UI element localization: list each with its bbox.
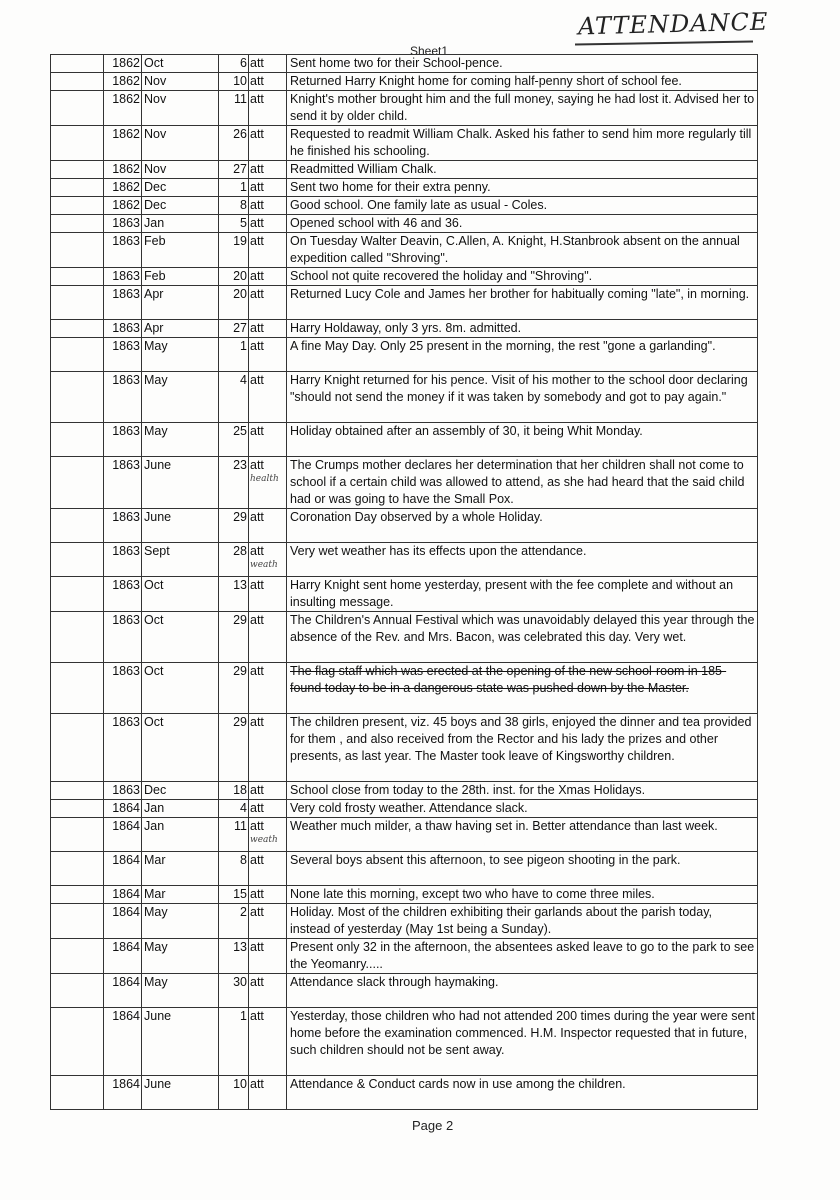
month-cell: June — [142, 457, 219, 509]
entry-text: School close from today to the 28th. inst. for the Xmas Holidays. — [287, 782, 758, 800]
category-label: att — [250, 613, 264, 627]
category-label: att — [250, 819, 264, 833]
blank-cell — [51, 126, 104, 161]
log-row — [51, 73, 758, 91]
category-cell — [249, 818, 287, 852]
day-cell: 8 — [219, 197, 249, 215]
blank-cell — [51, 55, 104, 73]
entry-text: Attendance & Conduct cards now in use among the children. — [287, 1076, 758, 1110]
day-cell: 29 — [219, 714, 249, 782]
blank-cell — [51, 423, 104, 457]
year-cell: 1863 — [104, 612, 142, 663]
entry-text: None late this morning, except two who have to come three miles. — [287, 886, 758, 904]
category-label: att — [250, 801, 264, 815]
log-row — [51, 161, 758, 179]
month-cell: Feb — [142, 233, 219, 268]
entry-text: Requested to readmit William Chalk. Asked his father to send him more regularly till he finished his schooling. — [287, 126, 758, 161]
month-cell: Oct — [142, 55, 219, 73]
category-cell — [249, 663, 287, 714]
entry-text: A fine May Day. Only 25 present in the morning, the rest "gone a garlanding". — [287, 338, 758, 372]
day-cell: 26 — [219, 126, 249, 161]
day-cell: 10 — [219, 73, 249, 91]
entry-text: Harry Holdaway, only 3 yrs. 8m. admitted. — [287, 320, 758, 338]
month-cell: May — [142, 939, 219, 974]
month-cell: Nov — [142, 91, 219, 126]
blank-cell — [51, 782, 104, 800]
category-label: att — [250, 905, 264, 919]
month-cell: Oct — [142, 714, 219, 782]
category-label: att — [250, 127, 264, 141]
category-cell — [249, 457, 287, 509]
year-cell: 1863 — [104, 286, 142, 320]
day-cell: 4 — [219, 800, 249, 818]
day-cell: 6 — [219, 55, 249, 73]
year-cell: 1863 — [104, 663, 142, 714]
year-cell: 1864 — [104, 886, 142, 904]
year-cell: 1864 — [104, 974, 142, 1008]
year-cell: 1864 — [104, 1008, 142, 1076]
entry-text: Holiday obtained after an assembly of 30, it being Whit Monday. — [287, 423, 758, 457]
category-cell — [249, 338, 287, 372]
year-cell: 1863 — [104, 509, 142, 543]
year-cell: 1862 — [104, 73, 142, 91]
month-cell: Mar — [142, 852, 219, 886]
month-cell: Dec — [142, 197, 219, 215]
log-row — [51, 286, 758, 320]
entry-text: Several boys absent this afternoon, to see pigeon shooting in the park. — [287, 852, 758, 886]
day-cell: 27 — [219, 320, 249, 338]
log-row — [51, 372, 758, 423]
blank-cell — [51, 179, 104, 197]
category-label: att — [250, 510, 264, 524]
blank-cell — [51, 320, 104, 338]
entry-text: Sent home two for their School-pence. — [287, 55, 758, 73]
day-cell: 30 — [219, 974, 249, 1008]
blank-cell — [51, 197, 104, 215]
category-label: att — [250, 287, 264, 301]
year-cell: 1863 — [104, 372, 142, 423]
blank-cell — [51, 714, 104, 782]
blank-cell — [51, 800, 104, 818]
year-cell: 1864 — [104, 818, 142, 852]
category-label: att — [250, 544, 264, 558]
month-cell: June — [142, 1008, 219, 1076]
log-row — [51, 457, 758, 509]
month-cell: Oct — [142, 663, 219, 714]
day-cell: 8 — [219, 852, 249, 886]
entry-text: Good school. One family late as usual - Coles. — [287, 197, 758, 215]
month-cell: Nov — [142, 161, 219, 179]
entry-text: The Children's Annual Festival which was unavoidably delayed this year through the absence of the Rev. and Mrs. Bacon, was celebrated this day. Very wet. — [287, 612, 758, 663]
entry-text: Attendance slack through haymaking. — [287, 974, 758, 1008]
year-cell: 1863 — [104, 233, 142, 268]
log-row — [51, 197, 758, 215]
category-cell — [249, 543, 287, 577]
handwritten-note: health — [250, 474, 279, 484]
day-cell: 10 — [219, 1076, 249, 1110]
log-row — [51, 800, 758, 818]
month-cell: Nov — [142, 126, 219, 161]
sheet-label: Sheet1 — [410, 44, 449, 58]
month-cell: June — [142, 1076, 219, 1110]
month-cell: May — [142, 974, 219, 1008]
category-cell — [249, 577, 287, 612]
category-label: att — [250, 940, 264, 954]
blank-cell — [51, 974, 104, 1008]
category-cell — [249, 55, 287, 73]
log-row — [51, 904, 758, 939]
blank-cell — [51, 268, 104, 286]
year-cell: 1863 — [104, 457, 142, 509]
category-cell — [249, 126, 287, 161]
blank-cell — [51, 939, 104, 974]
blank-cell — [51, 663, 104, 714]
log-row — [51, 974, 758, 1008]
category-label: att — [250, 269, 264, 283]
year-cell: 1863 — [104, 577, 142, 612]
category-cell — [249, 91, 287, 126]
category-label: att — [250, 321, 264, 335]
year-cell: 1863 — [104, 782, 142, 800]
category-label: att — [250, 74, 264, 88]
month-cell: Mar — [142, 886, 219, 904]
month-cell: Jan — [142, 818, 219, 852]
entry-text: Returned Harry Knight home for coming half-penny short of school fee. — [287, 73, 758, 91]
log-row — [51, 91, 758, 126]
month-cell: Sept — [142, 543, 219, 577]
category-cell — [249, 509, 287, 543]
blank-cell — [51, 338, 104, 372]
log-row — [51, 818, 758, 852]
handwritten-note: weath — [250, 560, 278, 570]
day-cell: 25 — [219, 423, 249, 457]
category-cell — [249, 939, 287, 974]
log-row — [51, 543, 758, 577]
year-cell: 1862 — [104, 197, 142, 215]
day-cell: 28 — [219, 543, 249, 577]
category-label: att — [250, 198, 264, 212]
entry-text: School not quite recovered the holiday and "Shroving". — [287, 268, 758, 286]
log-body — [51, 55, 758, 1110]
category-label: att — [250, 162, 264, 176]
log-row — [51, 1008, 758, 1076]
category-cell — [249, 320, 287, 338]
log-row — [51, 423, 758, 457]
blank-cell — [51, 612, 104, 663]
entry-text: Very cold frosty weather. Attendance slack. — [287, 800, 758, 818]
blank-cell — [51, 577, 104, 612]
category-label: att — [250, 715, 264, 729]
year-cell: 1863 — [104, 714, 142, 782]
day-cell: 1 — [219, 179, 249, 197]
year-cell: 1864 — [104, 800, 142, 818]
day-cell: 1 — [219, 1008, 249, 1076]
month-cell: Jan — [142, 800, 219, 818]
category-label: att — [250, 664, 264, 678]
entry-text: Holiday. Most of the children exhibiting their garlands about the parish today, instead of yesterday (May 1st being a Sunday). — [287, 904, 758, 939]
log-row — [51, 663, 758, 714]
month-cell: May — [142, 372, 219, 423]
year-cell: 1864 — [104, 1076, 142, 1110]
category-label: att — [250, 578, 264, 592]
blank-cell — [51, 886, 104, 904]
category-cell — [249, 612, 287, 663]
blank-cell — [51, 215, 104, 233]
log-row — [51, 55, 758, 73]
log-row — [51, 852, 758, 886]
log-row — [51, 215, 758, 233]
day-cell: 23 — [219, 457, 249, 509]
entry-text: Weather much milder, a thaw having set in. Better attendance than last week. — [287, 818, 758, 852]
blank-cell — [51, 457, 104, 509]
log-row — [51, 714, 758, 782]
entry-text: On Tuesday Walter Deavin, C.Allen, A. Knight, H.Stanbrook absent on the annual expedition called "Shroving". — [287, 233, 758, 268]
day-cell: 11 — [219, 91, 249, 126]
day-cell: 29 — [219, 509, 249, 543]
blank-cell — [51, 818, 104, 852]
category-label: att — [250, 853, 264, 867]
month-cell: May — [142, 904, 219, 939]
category-label: att — [250, 234, 264, 248]
log-row — [51, 782, 758, 800]
year-cell: 1862 — [104, 91, 142, 126]
day-cell: 20 — [219, 268, 249, 286]
category-cell — [249, 974, 287, 1008]
category-label: att — [250, 887, 264, 901]
blank-cell — [51, 904, 104, 939]
blank-cell — [51, 509, 104, 543]
category-label: att — [250, 180, 264, 194]
blank-cell — [51, 73, 104, 91]
log-row — [51, 179, 758, 197]
log-row — [51, 320, 758, 338]
year-cell: 1862 — [104, 126, 142, 161]
entry-text: Returned Lucy Cole and James her brother for habitually coming "late", in morning. — [287, 286, 758, 320]
entry-text: Harry Knight returned for his pence. Visit of his mother to the school door declaring "should not send the money if it was taken by somebody and got to pay again." — [287, 372, 758, 423]
category-label: att — [250, 1077, 264, 1091]
year-cell: 1863 — [104, 543, 142, 577]
month-cell: Feb — [142, 268, 219, 286]
category-label: att — [250, 216, 264, 230]
entry-text: Yesterday, those children who had not attended 200 times during the year were sent home before the examination commenced. H.M. Inspector requested that in future, such children should not be sent away. — [287, 1008, 758, 1076]
day-cell: 4 — [219, 372, 249, 423]
log-row — [51, 233, 758, 268]
handwritten-note: weath — [250, 835, 278, 845]
year-cell: 1863 — [104, 423, 142, 457]
blank-cell — [51, 286, 104, 320]
entry-text: Harry Knight sent home yesterday, present with the fee complete and without an insulting message. — [287, 577, 758, 612]
year-cell: 1864 — [104, 939, 142, 974]
day-cell: 13 — [219, 939, 249, 974]
category-cell — [249, 423, 287, 457]
month-cell: Dec — [142, 782, 219, 800]
category-cell — [249, 1076, 287, 1110]
blank-cell — [51, 852, 104, 886]
log-row — [51, 577, 758, 612]
day-cell: 20 — [219, 286, 249, 320]
category-cell — [249, 215, 287, 233]
entry-text: The flag staff which was erected at the opening of the new school-room in 185- found today to be in a dangerous state was pushed down by the Master. — [287, 663, 758, 714]
page-number: Page 2 — [412, 1118, 454, 1133]
category-cell — [249, 372, 287, 423]
year-cell: 1863 — [104, 338, 142, 372]
blank-cell — [51, 372, 104, 423]
category-label: att — [250, 373, 264, 387]
year-cell: 1864 — [104, 904, 142, 939]
title-underline — [575, 40, 753, 45]
category-cell — [249, 268, 287, 286]
year-cell: 1862 — [104, 55, 142, 73]
year-cell: 1863 — [104, 320, 142, 338]
entry-text: Present only 32 in the afternoon, the absentees asked leave to go to the park to see the Yeomanry..... — [287, 939, 758, 974]
month-cell: Oct — [142, 612, 219, 663]
entry-text: Coronation Day observed by a whole Holiday. — [287, 509, 758, 543]
category-label: att — [250, 339, 264, 353]
month-cell: Apr — [142, 286, 219, 320]
year-cell: 1864 — [104, 852, 142, 886]
month-cell: Oct — [142, 577, 219, 612]
category-cell — [249, 782, 287, 800]
day-cell: 5 — [219, 215, 249, 233]
log-row — [51, 338, 758, 372]
category-label: att — [250, 783, 264, 797]
log-row — [51, 939, 758, 974]
category-cell — [249, 1008, 287, 1076]
category-cell — [249, 161, 287, 179]
month-cell: May — [142, 423, 219, 457]
category-cell — [249, 73, 287, 91]
day-cell: 29 — [219, 663, 249, 714]
month-cell: Nov — [142, 73, 219, 91]
day-cell: 2 — [219, 904, 249, 939]
day-cell: 15 — [219, 886, 249, 904]
log-row — [51, 509, 758, 543]
attendance-log-table — [50, 54, 758, 1110]
blank-cell — [51, 1076, 104, 1110]
blank-cell — [51, 233, 104, 268]
category-cell — [249, 852, 287, 886]
day-cell: 27 — [219, 161, 249, 179]
category-cell — [249, 714, 287, 782]
blank-cell — [51, 91, 104, 126]
entry-text: Knight's mother brought him and the full money, saying he had lost it. Advised her to send it by older child. — [287, 91, 758, 126]
year-cell: 1862 — [104, 161, 142, 179]
entry-text: Very wet weather has its effects upon the attendance. — [287, 543, 758, 577]
day-cell: 13 — [219, 577, 249, 612]
entry-text: The children present, viz. 45 boys and 38 girls, enjoyed the dinner and tea provided for them , and also received from the Rector and his lady the prizes and other presents, as last year. The Master took leave of Kingsworthy children. — [287, 714, 758, 782]
month-cell: Apr — [142, 320, 219, 338]
month-cell: May — [142, 338, 219, 372]
day-cell: 11 — [219, 818, 249, 852]
year-cell: 1862 — [104, 179, 142, 197]
log-row — [51, 268, 758, 286]
month-cell: June — [142, 509, 219, 543]
category-label: att — [250, 1009, 264, 1023]
category-label: att — [250, 424, 264, 438]
category-cell — [249, 800, 287, 818]
entry-text: Readmitted William Chalk. — [287, 161, 758, 179]
month-cell: Jan — [142, 215, 219, 233]
category-label: att — [250, 56, 264, 70]
entry-text: The Crumps mother declares her determination that her children shall not come to school if a certain child was allowed to attend, as she had heard that the said child had or was going to have the Small Pox. — [287, 457, 758, 509]
category-cell — [249, 886, 287, 904]
log-row — [51, 886, 758, 904]
category-label: att — [250, 975, 264, 989]
day-cell: 18 — [219, 782, 249, 800]
month-cell: Dec — [142, 179, 219, 197]
day-cell: 29 — [219, 612, 249, 663]
blank-cell — [51, 161, 104, 179]
category-label: att — [250, 92, 264, 106]
log-row — [51, 612, 758, 663]
blank-cell — [51, 1008, 104, 1076]
year-cell: 1863 — [104, 268, 142, 286]
day-cell: 19 — [219, 233, 249, 268]
entry-text: Sent two home for their extra penny. — [287, 179, 758, 197]
category-cell — [249, 904, 287, 939]
log-row — [51, 126, 758, 161]
category-cell — [249, 233, 287, 268]
handwritten-title: ATTENDANCE — [577, 7, 769, 41]
category-label: att — [250, 458, 264, 472]
log-row — [51, 1076, 758, 1110]
category-cell — [249, 197, 287, 215]
day-cell: 1 — [219, 338, 249, 372]
blank-cell — [51, 543, 104, 577]
entry-text: Opened school with 46 and 36. — [287, 215, 758, 233]
category-cell — [249, 179, 287, 197]
year-cell: 1863 — [104, 215, 142, 233]
category-cell — [249, 286, 287, 320]
